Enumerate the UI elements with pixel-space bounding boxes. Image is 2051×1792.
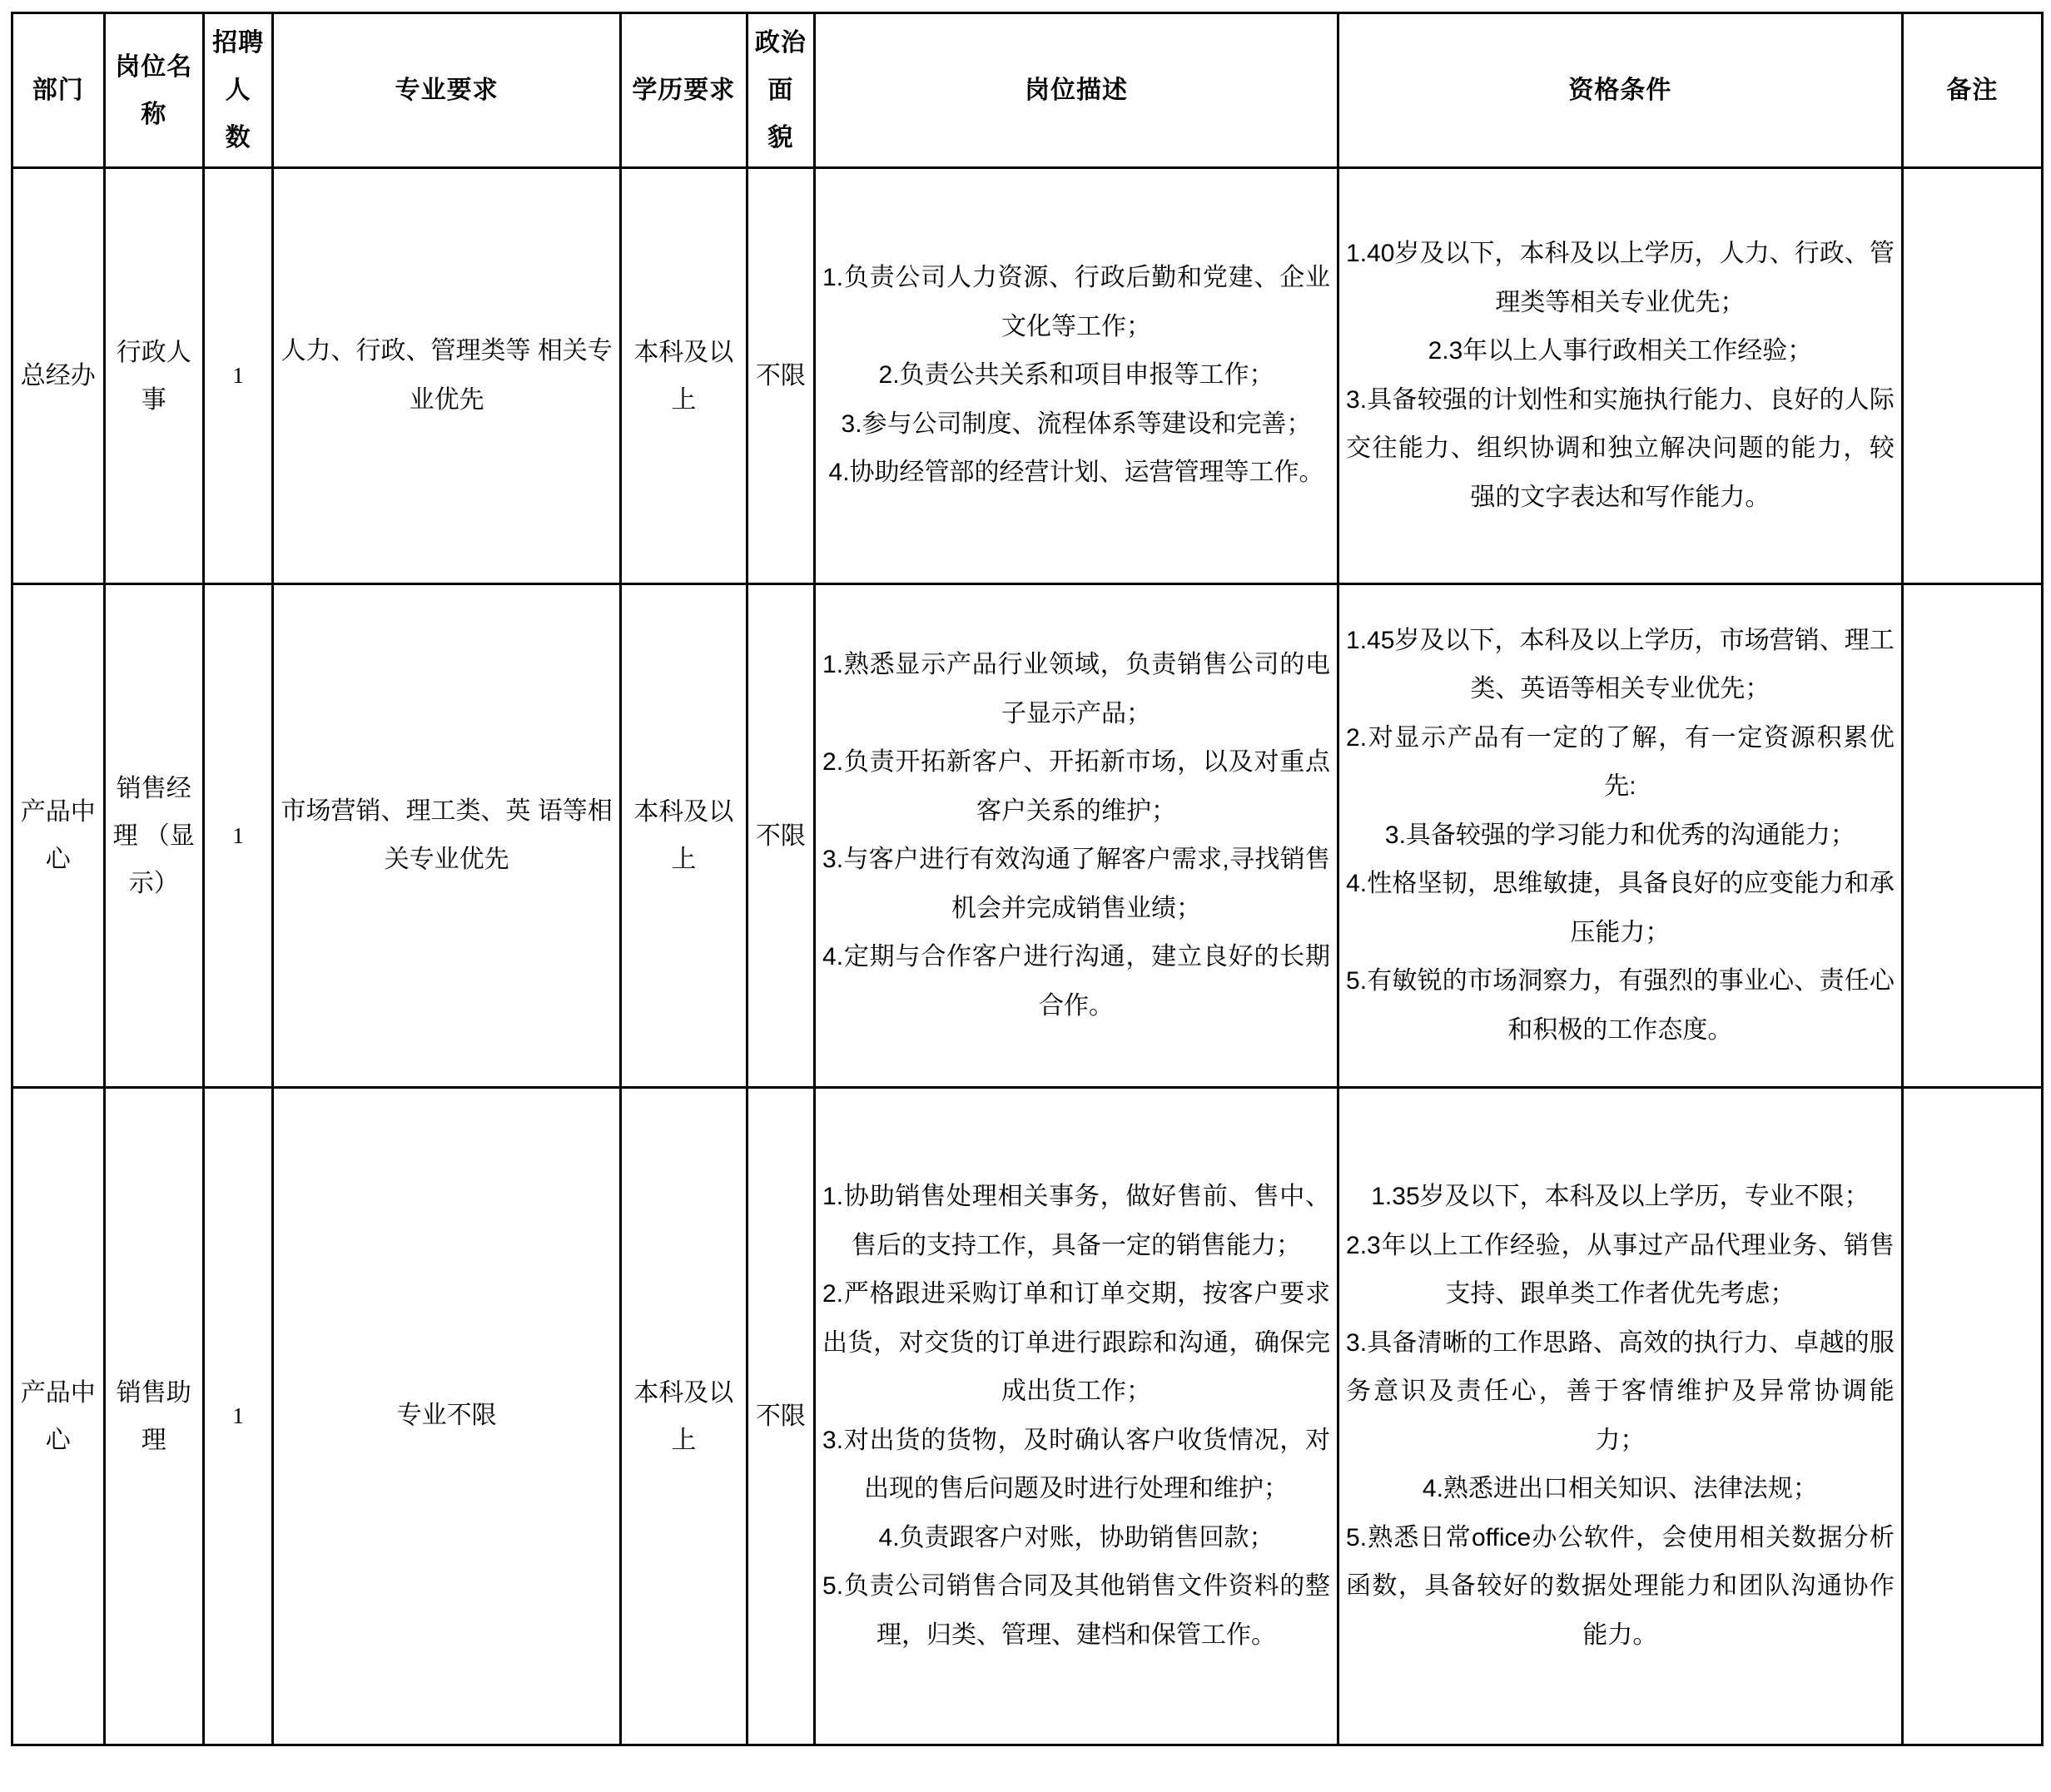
column-header-qual: 资格条件 xyxy=(1338,13,1903,168)
qual-item: 1.40岁及以下，本科及以上学历，人力、行政、管理类等相关专业优先； xyxy=(1346,240,1895,316)
column-header-desc: 岗位描述 xyxy=(815,13,1338,168)
cell-dept: 产品中心 xyxy=(12,1088,105,1745)
desc-item: 1.熟悉显示产品行业领域，负责销售公司的电子显示产品； xyxy=(822,651,1331,727)
desc-item: 3.对出货的货物，及时确认客户收货情况，对出现的售后问题及时进行处理和维护； xyxy=(822,1426,1331,1502)
cell-major-line1: 人力、行政、管理类等 xyxy=(281,337,531,365)
qual-item: 2.3年以上人事行政相关工作经验； xyxy=(1428,337,1813,365)
cell-major xyxy=(273,1088,621,1745)
cell-major xyxy=(273,168,621,584)
qual-item: 5.有敏锐的市场洞察力，有强烈的事业心、责任心和积极的工作态度。 xyxy=(1346,967,1895,1044)
cell-count: 1 xyxy=(203,168,273,584)
cell-dept: 产品中心 xyxy=(12,584,105,1088)
qual-item: 1.45岁及以下，本科及以上学历，市场营销、理工类、英语等相关专业优先； xyxy=(1346,626,1895,703)
desc-item: 1.协助销售处理相关事务，做好售前、售中、售后的支持工作，具备一定的销售能力； xyxy=(822,1183,1331,1259)
cell-remark xyxy=(1902,584,2042,1088)
header-row xyxy=(12,13,2043,168)
table-row xyxy=(12,584,2043,1088)
desc-item: 4.负责跟客户对账，协助销售回款； xyxy=(878,1523,1274,1551)
cell-post-line1: 销售经理 xyxy=(112,774,191,850)
column-header-count-line1: 招聘人 xyxy=(212,29,265,104)
cell-post xyxy=(104,168,203,584)
desc-item: 5.负责公司销售合同及其他销售文件资料的整理，归类、管理、建档和保管工作。 xyxy=(822,1572,1331,1649)
desc-item: 2.严格跟进采购订单和订单交期，按客户要求出货，对交货的订单进行跟踪和沟通，确保完成出货工作； xyxy=(822,1280,1331,1405)
desc-item: 1.负责公司人力资源、行政后勤和党建、企业文化等工作； xyxy=(822,264,1331,340)
cell-major xyxy=(273,584,621,1088)
cell-dept: 总经办 xyxy=(12,168,105,584)
qual-item: 2.3年以上工作经验，从事过产品代理业务、销售支持、跟单类工作者优先考虑； xyxy=(1346,1231,1895,1308)
cell-edu: 本科及以上 xyxy=(620,168,747,584)
qual-item: 5.熟悉日常office办公软件，会使用相关数据分析函数，具备较好的数据处理能力和团队沟通协作能力。 xyxy=(1346,1523,1895,1649)
qual-item: 4.性格坚韧，思维敏捷，具备良好的应变能力和承压能力； xyxy=(1346,870,1895,946)
cell-politics: 不限 xyxy=(747,584,814,1088)
qual-item: 3.具备较强的计划性和实施执行能力、良好的人际交往能力、组织协调和独立解决问题的能力，较强的文字表达和写作能力。 xyxy=(1346,385,1895,511)
cell-remark xyxy=(1902,1088,2042,1745)
cell-qualifications xyxy=(1338,168,1903,584)
table-row xyxy=(12,1088,2043,1745)
qual-item: 1.35岁及以下，本科及以上学历，专业不限； xyxy=(1371,1183,1870,1210)
cell-post-line1: 销售助理 xyxy=(116,1378,191,1454)
column-header-remark: 备注 xyxy=(1902,13,2042,168)
cell-edu: 本科及以上 xyxy=(620,584,747,1088)
cell-major-line2: 语等相关专业优先 xyxy=(384,797,613,873)
cell-job-description xyxy=(815,584,1338,1088)
table-body xyxy=(12,168,2043,1745)
cell-count: 1 xyxy=(203,584,273,1088)
column-header-count xyxy=(203,13,273,168)
cell-major-line2: 相关专业优先 xyxy=(409,337,613,414)
table-header xyxy=(12,13,2043,168)
cell-politics: 不限 xyxy=(747,168,814,584)
qual-item: 2.对显示产品有一定的了解，有一定资源积累优先: xyxy=(1346,723,1895,801)
column-header-edu: 学历要求 xyxy=(620,13,747,168)
cell-remark xyxy=(1902,168,2042,584)
cell-post xyxy=(104,584,203,1088)
column-header-post: 岗位名称 xyxy=(104,13,203,168)
cell-qualifications xyxy=(1338,1088,1903,1745)
qual-item: 4.熟悉进出口相关知识、法律法规； xyxy=(1422,1475,1818,1502)
recruitment-table xyxy=(11,12,2044,1746)
qual-item: 3.具备清晰的工作思路、高效的执行力、卓越的服务意识及责任心，善于客情维护及异常协调能力； xyxy=(1346,1328,1895,1454)
column-header-politics-line2: 貌 xyxy=(767,124,794,151)
qual-item: 3.具备较强的学习能力和优秀的沟通能力； xyxy=(1384,821,1855,849)
cell-count: 1 xyxy=(203,1088,273,1745)
cell-post-line2: （显示） xyxy=(128,822,195,897)
cell-post xyxy=(104,1088,203,1745)
column-header-count-line2: 数 xyxy=(225,124,251,151)
column-header-politics xyxy=(747,13,814,168)
cell-major-line1: 市场营销、理工类、英 xyxy=(281,797,531,825)
cell-qualifications xyxy=(1338,584,1903,1088)
column-header-major: 专业要求 xyxy=(273,13,621,168)
cell-job-description xyxy=(815,168,1338,584)
column-header-dept: 部门 xyxy=(12,13,105,168)
cell-major-line1: 专业不限 xyxy=(396,1402,497,1430)
desc-item: 2.负责开拓新客户、开拓新市场，以及对重点客户关系的维护； xyxy=(822,748,1331,825)
table-row xyxy=(12,168,2043,584)
column-header-politics-line1: 政治面 xyxy=(754,29,807,104)
cell-politics: 不限 xyxy=(747,1088,814,1745)
desc-item: 3.与客户进行有效沟通了解客户需求,寻找销售机会并完成销售业绩； xyxy=(822,846,1331,922)
desc-item: 4.定期与合作客户进行沟通，建立良好的长期合作。 xyxy=(822,943,1331,1020)
desc-item: 4.协助经管部的经营计划、运营管理等工作。 xyxy=(828,459,1324,487)
cell-post-line1: 行政人事 xyxy=(116,338,191,414)
cell-job-description xyxy=(815,1088,1338,1745)
cell-edu: 本科及以上 xyxy=(620,1088,747,1745)
desc-item: 3.参与公司制度、流程体系等建设和完善； xyxy=(841,410,1312,438)
desc-item: 2.负责公共关系和项目申报等工作； xyxy=(878,361,1274,390)
